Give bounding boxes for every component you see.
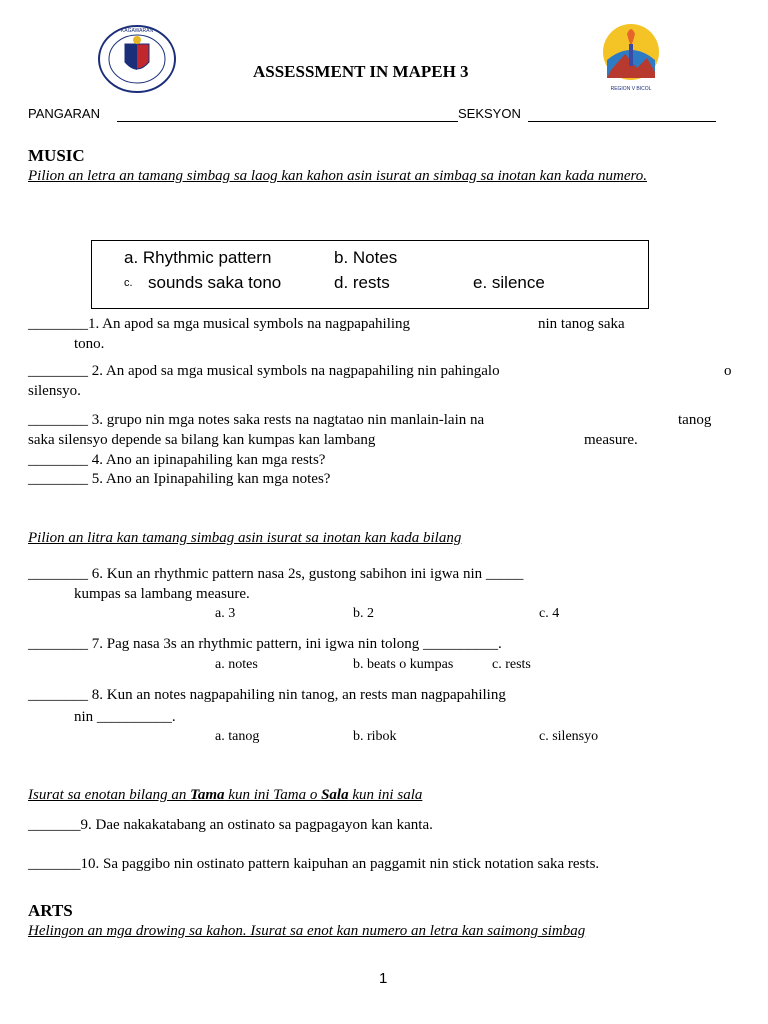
question-6-wrap: kumpas sa lambang measure. — [74, 586, 250, 602]
page-title: ASSESSMENT IN MAPEH 3 — [253, 62, 469, 81]
question-8-option-a: a. tanog — [215, 729, 260, 744]
question-3-cont: tanog — [678, 412, 712, 428]
svg-text:KAGAWARAN: KAGAWARAN — [120, 28, 154, 34]
instruction-3-part-3: kun ini sala — [348, 787, 423, 803]
question-8-option-c: c. silensyo — [539, 729, 599, 744]
question-3-wrap-end: measure. — [584, 432, 638, 448]
instruction-3-tama: Tama — [190, 787, 225, 803]
question-3: ________ 3. grupo nin mga notes saka rests na nagtatao nin manlain-lain na — [28, 412, 485, 428]
question-7-option-b: b. beats o kumpas — [353, 657, 454, 672]
section-blank[interactable] — [528, 121, 716, 122]
music-instruction-2: Pilion an litra kan tamang simbag asin isurat sa inotan kan kada bilang — [28, 530, 462, 546]
question-8-wrap: nin __________. — [74, 709, 176, 725]
choice-c: sounds saka tono — [148, 273, 282, 292]
question-1-wrap: tono. — [74, 336, 105, 352]
question-8: ________ 8. Kun an notes nagpapahiling nin tanog, an rests man nagpapahiling — [28, 687, 506, 703]
section-label: SEKSYON — [458, 106, 521, 121]
instruction-3-part-1: Isurat sa enotan bilang an — [28, 787, 191, 803]
page-number: 1 — [379, 970, 388, 987]
name-label: PANGARAN — [28, 106, 100, 121]
svg-text:REGION V BICOL: REGION V BICOL — [610, 86, 652, 92]
question-3-wrap: saka silensyo depende sa bilang kan kumpas kan lambang — [28, 432, 376, 448]
choice-b: b. Notes — [334, 248, 398, 267]
question-6-option-a: a. 3 — [215, 606, 236, 621]
music-instruction-1: Pilion an letra an tamang simbag sa laog kan kahon asin isurat an simbag sa inotan kan kada numero. — [28, 168, 648, 184]
deped-region-logo — [597, 20, 665, 96]
question-8-option-b: b. ribok — [353, 729, 397, 744]
music-instruction-3 — [28, 787, 422, 804]
choice-c-letter: c. — [124, 277, 133, 289]
name-blank[interactable] — [117, 121, 458, 122]
question-1-cont: nin tanog saka — [538, 316, 625, 332]
question-4: ________ 4. Ano an ipinapahiling kan mga rests? — [28, 452, 326, 468]
arts-heading: ARTS — [28, 901, 73, 920]
question-7: ________ 7. Pag nasa 3s an rhythmic pattern, ini igwa nin tolong __________. — [28, 636, 502, 652]
question-2-wrap: silensyo. — [28, 383, 81, 399]
question-9: _______9. Dae nakakatabang an ostinato sa pagpagayon kan kanta. — [28, 817, 433, 833]
instruction-3-part-2: kun ini Tama o — [224, 787, 322, 803]
question-7-option-a: a. notes — [215, 657, 258, 672]
choice-a: a. Rhythmic pattern — [124, 248, 272, 267]
deped-seal-logo — [97, 24, 177, 94]
music-heading: MUSIC — [28, 146, 85, 165]
question-10: _______10. Sa paggibo nin ostinato pattern kaipuhan an paggamit nin stick notation saka rests. — [28, 856, 600, 872]
question-1: ________1. An apod sa mga musical symbols na nagpapahiling — [28, 316, 411, 332]
question-6-option-b: b. 2 — [353, 606, 374, 621]
question-2-cont: o — [724, 363, 732, 379]
arts-instruction: Helingon an mga drowing sa kahon. Isurat sa enot kan numero an letra kan saimong simbag — [28, 923, 586, 939]
question-5: ________ 5. Ano an Ipinapahiling kan mga notes? — [28, 471, 331, 487]
question-2: ________ 2. An apod sa mga musical symbols na nagpapahiling nin pahingalo — [28, 363, 500, 379]
question-6: ________ 6. Kun an rhythmic pattern nasa 2s, gustong sabihon ini igwa nin _____ — [28, 566, 524, 582]
question-6-option-c: c. 4 — [539, 606, 560, 621]
question-7-option-c: c. rests — [492, 657, 531, 672]
choice-d: d. rests — [334, 273, 390, 292]
choice-e: e. silence — [473, 273, 545, 292]
instruction-3-sala: Sala — [321, 787, 349, 803]
